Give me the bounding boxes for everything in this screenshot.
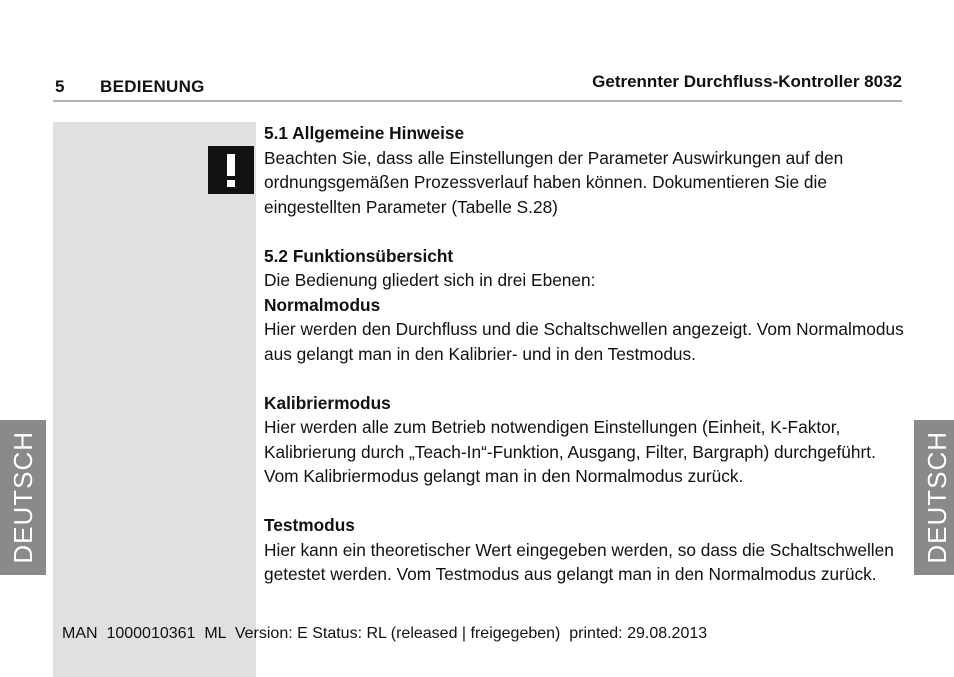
section-heading-5-2: 5.2 Funktionsübersicht (264, 245, 454, 266)
language-tab-label: DEUTSCH (7, 431, 38, 564)
language-tab-label: DEUTSCH (921, 431, 952, 564)
testmodus-heading: Testmodus (264, 515, 355, 535)
header-rule (53, 100, 902, 102)
language-tab-right (914, 420, 954, 575)
kalibriermodus-heading: Kalibriermodus (264, 392, 391, 413)
normalmodus-heading: Normalmodus (264, 294, 381, 315)
language-tab-left (0, 420, 46, 575)
kalibriermodus-text: Hier werden alle zum Betrieb notwendigen Einstellungen (Einheit, K-Faktor, Kalibrierung durch „Teach-In“-Funktion, Ausgang, Filter, Bargraph) durchgeführt. Vom Kalibriermodus gelangt man in den Normalmodus zurück. (264, 417, 876, 486)
body-content (264, 121, 909, 587)
print-footer: MAN 1000010361 ML Version: E Status: RL (released | freigegeben) printed: 29.08.2013 (62, 625, 708, 642)
margin-column (53, 122, 256, 677)
testmodus-text: Hier kann ein theoretischer Wert eingegeben werden, so dass die Schaltschwellen getestet werden. Vom Testmodus aus gelangt man in den Normalmodus zurück. (264, 539, 894, 584)
exclamation-icon (208, 146, 254, 194)
normalmodus-text: Hier werden den Durchfluss und die Schaltschwellen angezeigt. Vom Normalmodus aus gelangt man in den Kalibrier- und in den Testmodus. (264, 319, 904, 364)
section-intro-5-2: Die Bedienung gliedert sich in drei Ebenen: (264, 270, 596, 290)
document-title: Getrennter Durchfluss-Kontroller 8032 (592, 72, 902, 91)
section-heading-5-1: 5.1 Allgemeine Hinweise (264, 123, 465, 143)
chapter-title: BEDIENUNG (100, 77, 205, 96)
section-text-5-1: Beachten Sie, dass alle Einstellungen der Parameter Auswirkungen auf den ordnungsgemäßen Prozessverlauf haben können. Dokumentieren Sie die eingestellten Parameter (Tabelle S.28) (264, 147, 844, 217)
chapter-number: 5 (55, 77, 65, 96)
